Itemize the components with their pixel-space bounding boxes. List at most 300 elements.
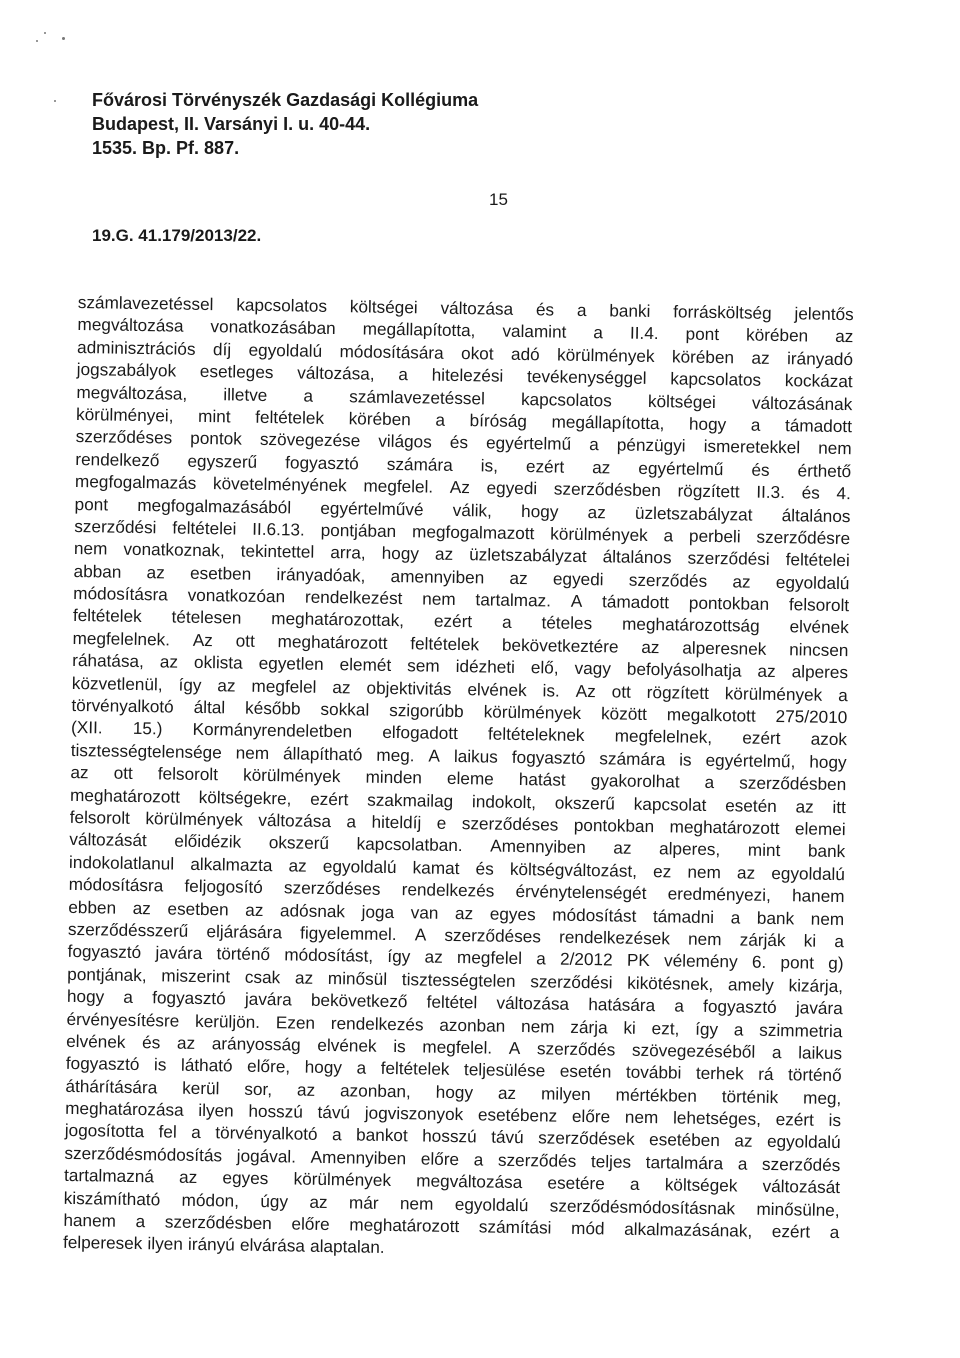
word: a [730, 906, 741, 928]
word: pont [685, 323, 720, 345]
word: előre, [246, 1056, 291, 1077]
word: hogy [809, 751, 847, 772]
word: is, [480, 455, 499, 476]
word: egyoldalú [771, 862, 846, 884]
word: vélemény [663, 950, 738, 972]
word: költségei [647, 390, 716, 412]
word: megállapította, [362, 318, 476, 341]
word: itt [832, 796, 847, 817]
word: tételes [541, 612, 593, 634]
word: mint [197, 405, 231, 427]
word: ott [611, 681, 631, 702]
word: vonatkoznak, [123, 539, 225, 561]
word: is. [542, 679, 560, 701]
word: egyoldalú [322, 855, 397, 877]
word: jogával. [236, 1145, 297, 1167]
word: támadott [601, 591, 670, 613]
word: rögzített [646, 681, 710, 703]
word: érvénytelenségét [515, 881, 647, 904]
word: eredményezi, [667, 883, 771, 906]
word: a [576, 299, 587, 320]
word: minősül [327, 967, 388, 989]
word: változása [496, 992, 570, 1014]
word: módon, [181, 1189, 240, 1211]
word: üzletszabályzat [634, 502, 753, 525]
word: is [828, 1109, 842, 1131]
word: előidézik [174, 830, 242, 853]
word: történő [787, 1064, 842, 1086]
word: sor, [244, 1078, 273, 1099]
word: az [613, 837, 632, 859]
word: II.4. [629, 323, 659, 344]
word: egyértelművé [320, 497, 424, 519]
word: nem [818, 437, 852, 459]
word: rögzített [677, 480, 740, 502]
word: pénzügyi [616, 434, 686, 456]
word: egyoldalú [454, 1193, 529, 1215]
word: változását [762, 1176, 841, 1198]
word: az [509, 567, 528, 588]
word: javára [244, 988, 292, 1010]
word: 15.) [132, 718, 163, 739]
word: perbeli [688, 525, 741, 547]
word: nem [810, 908, 845, 929]
word: A [508, 1037, 521, 1058]
word: rá [758, 1064, 774, 1085]
word: egyes [222, 1167, 269, 1189]
word: Ezen [275, 1011, 316, 1033]
word: költségváltozást, [509, 858, 638, 881]
word: a [435, 409, 446, 430]
word: javára [155, 942, 203, 964]
word: és [535, 299, 555, 320]
word: a [663, 525, 674, 546]
word: bekövetkeztére [501, 634, 619, 657]
word: szigorúbb [389, 699, 464, 722]
word: nem [520, 1015, 555, 1037]
word: pont [780, 952, 815, 973]
word: a [838, 684, 848, 705]
word: azonban, [339, 1079, 411, 1101]
word: és [141, 1031, 161, 1053]
word: hogy [66, 986, 105, 1007]
word: ráhatása, [72, 650, 145, 672]
word: szerződéses [461, 813, 559, 835]
word: szerződésben [739, 772, 847, 795]
word: az [332, 676, 351, 697]
word: nem [235, 742, 270, 763]
word: feltételek [255, 406, 325, 428]
word: adminisztrációs [76, 336, 196, 359]
word: fogyasztó [285, 452, 359, 474]
word: a [135, 1211, 146, 1232]
word: g) [828, 953, 844, 974]
word: hogy [304, 1056, 343, 1078]
word: körülmények [242, 764, 341, 787]
word: azok [810, 728, 848, 750]
word: arra, [330, 542, 366, 563]
word: jogviszonyok [364, 1102, 464, 1125]
word: fogyasztó [511, 746, 586, 768]
word: a [123, 986, 134, 1008]
word: megfogalmazott [411, 521, 535, 544]
word: az [434, 543, 454, 565]
word: Az [449, 476, 471, 498]
court-address-header [92, 88, 478, 160]
word: további [625, 1061, 682, 1083]
word: ezért [742, 727, 781, 749]
word: minősülne, [756, 1198, 840, 1220]
word: a [303, 385, 314, 406]
word: ismeretekkel [703, 436, 801, 458]
word: az [835, 326, 854, 347]
word: pontokban [688, 592, 770, 614]
word: számlavezetéssel [77, 291, 214, 315]
word: tartalmazná [63, 1165, 155, 1187]
word: esetén [725, 794, 777, 816]
word: követelményének [212, 473, 347, 496]
word: jogosította [64, 1120, 145, 1142]
word: az [424, 946, 443, 968]
word: szerződési [74, 515, 157, 538]
word: adó [510, 343, 540, 365]
word: bankot [355, 1124, 408, 1146]
word: módosítására [339, 340, 444, 363]
word: sokkal [320, 698, 370, 720]
word: szerződéses [444, 924, 542, 947]
word: rendelkező [75, 448, 160, 471]
word: az [294, 967, 314, 988]
word: amennyiben [390, 565, 485, 588]
word: megváltozása [77, 314, 184, 337]
word: támadni [652, 905, 715, 927]
word: már [348, 1191, 379, 1213]
word: megfogalmazás [74, 471, 197, 494]
word: módosítást, [284, 944, 374, 967]
word: rendelkezések [558, 926, 671, 949]
word: arányosság [211, 1033, 301, 1055]
word: esetben [189, 562, 252, 584]
word: érvényesítésre [66, 1008, 180, 1031]
word: szerződésben [553, 478, 662, 501]
word: szerződésben [164, 1211, 272, 1234]
word: hiteldíj [371, 811, 422, 833]
word: az [732, 571, 751, 592]
word: hanem [63, 1209, 117, 1231]
word: az [795, 795, 814, 817]
word: (XII. [70, 717, 103, 738]
word: távú [491, 1127, 524, 1148]
court-street-address: Budapest, II. Varsányi I. u. 40-44. [92, 114, 371, 134]
word: nem [399, 1192, 434, 1214]
word: eleme [446, 768, 494, 789]
word: érthető [797, 460, 852, 481]
word: banki [609, 300, 651, 321]
word: egyértelmű [485, 432, 572, 455]
word: módosításra [73, 583, 168, 605]
word: megváltozása, [76, 381, 188, 404]
word: feltételek [380, 1058, 450, 1080]
word: egyedi [486, 477, 538, 499]
word: van [410, 901, 439, 923]
scan-speck [44, 32, 46, 34]
word: az [159, 651, 179, 672]
word: kapcsolatos [520, 388, 612, 410]
word: megfelel. [422, 1036, 493, 1058]
word: esetére [547, 1172, 605, 1194]
word: felsorolt [69, 806, 131, 828]
word: fel [158, 1121, 177, 1143]
word: szerződéses [283, 877, 381, 899]
word: bekövetkező [310, 989, 408, 1012]
word: irányadó [786, 347, 854, 369]
word: a [704, 772, 715, 793]
word: meghatározottak, [271, 608, 405, 631]
word: mód [570, 1217, 605, 1239]
word: így [178, 674, 202, 695]
page-number: 15 [489, 190, 508, 209]
word: az [736, 862, 756, 883]
word: feltételei [785, 549, 850, 571]
word: általános [781, 504, 851, 526]
word: körülményei, [75, 403, 174, 426]
word: történő [216, 943, 271, 965]
word: teljesülése [463, 1059, 546, 1081]
word: szerződés [536, 1038, 616, 1060]
word: pont [74, 493, 109, 515]
word: irányadóak, [276, 563, 366, 586]
word: indokolatlanul [68, 851, 175, 874]
word: is [679, 749, 692, 770]
word: változása [258, 809, 332, 832]
word: bank [807, 840, 846, 862]
word: lehetséges, [672, 1107, 762, 1129]
word: által [193, 696, 226, 718]
word: elvének [467, 678, 527, 700]
word: vonatkozóan [187, 584, 286, 607]
word: Amennyiben [490, 835, 586, 858]
word: II.3. [756, 481, 786, 503]
word: távú [317, 1101, 351, 1123]
word: objektivitás [366, 677, 452, 699]
word: körében [348, 408, 411, 430]
word: javára [795, 997, 843, 1019]
word: változásának [751, 392, 853, 414]
word: egyértelmű, [705, 749, 796, 772]
word: nem [687, 928, 722, 950]
word: egyoldalú [248, 339, 323, 361]
word: fogyasztó [702, 996, 777, 1018]
word: megállapította, [551, 411, 665, 434]
word: gyakorolhat [590, 770, 680, 792]
word: elvének [317, 1034, 377, 1056]
word: és [751, 459, 770, 480]
word: is [153, 1054, 167, 1075]
word: így [387, 946, 411, 967]
word: támadott [784, 415, 853, 437]
word: eljárására [206, 921, 283, 943]
word: a [593, 322, 604, 343]
word: ebben [68, 896, 117, 918]
word: PK [626, 950, 650, 971]
word: kapcsolatos [236, 294, 328, 316]
word: miszerint [161, 965, 231, 987]
word: joga [361, 901, 395, 922]
word: az [178, 1166, 198, 1188]
word: befolyásolhatja [626, 658, 742, 681]
word: rendelkezés [401, 879, 495, 901]
word: alaptalan. [309, 1236, 385, 1258]
word: az [146, 561, 165, 583]
word: A [570, 590, 583, 612]
word: ilyen [198, 1100, 234, 1121]
word: a [356, 1057, 367, 1078]
word: hogy [435, 1081, 474, 1102]
word: díj [212, 338, 232, 360]
word: megfelel [251, 675, 317, 697]
word: okot [460, 342, 494, 364]
word: ki [803, 930, 817, 951]
word: kizárja, [788, 974, 844, 996]
word: hanem [791, 885, 845, 907]
word: jelentős [794, 303, 854, 325]
word: úgy [260, 1190, 289, 1212]
word: ez [652, 860, 672, 882]
word: megfelelnek. [72, 627, 171, 650]
word: az [309, 1191, 328, 1212]
word: feltételeknek [487, 723, 585, 746]
word: pontok [190, 428, 243, 449]
word: alkalmazta [190, 853, 273, 875]
word: A [414, 924, 427, 945]
word: hogy [520, 500, 559, 522]
word: a [629, 1174, 640, 1195]
word: a [331, 1124, 342, 1145]
word: kerül [182, 1077, 220, 1098]
word: elemei [794, 818, 846, 840]
word: egyszerű [187, 450, 258, 472]
word: alperesnek [682, 637, 767, 659]
word: felsorolt [157, 763, 219, 785]
word: rendelkezést [304, 586, 403, 609]
word: laikus [453, 745, 499, 767]
word: körülmények [145, 808, 244, 830]
word: meg. [376, 744, 415, 766]
word: forrásköltség [673, 301, 772, 323]
word: figyelemmel. [299, 922, 397, 945]
word: felperesek [62, 1232, 143, 1254]
word: fogyasztó [65, 1053, 140, 1075]
word: szerződés [761, 1153, 841, 1175]
word: 2/2012 [559, 948, 613, 970]
word: az [70, 762, 89, 783]
body-text [63, 291, 854, 1266]
word: általános [602, 546, 672, 568]
word: kerüljön. [194, 1010, 261, 1032]
word: hosszú [248, 1100, 304, 1122]
word: később [244, 697, 301, 719]
word: nem [687, 861, 722, 882]
word: kapcsolatos [670, 368, 762, 390]
word: 4. [836, 483, 851, 504]
word: hitelezési [431, 364, 504, 386]
court-postal-address: 1535. Bp. Pf. 887. [92, 138, 240, 158]
word: kapcsolat [633, 793, 707, 815]
word: sem [407, 655, 440, 676]
word: világos [378, 431, 432, 452]
word: feltételek [410, 633, 480, 655]
word: számára [599, 748, 666, 770]
word: tartalmaz. [475, 589, 552, 611]
word: ezért [771, 1221, 811, 1242]
word: a [501, 612, 512, 633]
word: előre [571, 1105, 611, 1127]
word: egyetlen [258, 653, 324, 675]
word: hogy [688, 413, 727, 435]
word: történik [721, 1085, 779, 1107]
word: meghatározott [349, 1214, 460, 1237]
word: a [829, 1221, 840, 1243]
word: számítási [478, 1216, 552, 1238]
word: 6. [751, 951, 767, 973]
word: Az [192, 629, 214, 651]
word: kamat [412, 857, 460, 878]
word: a [473, 1149, 484, 1170]
scan-speck [54, 100, 56, 102]
word: ott [113, 762, 133, 784]
word: az [592, 456, 611, 478]
word: költségek [664, 1174, 738, 1196]
word: szerződési [530, 970, 613, 993]
case-number: 19.G. 41.179/2013/22. [92, 226, 262, 245]
word: feljogosító [184, 875, 263, 898]
word: az [288, 855, 307, 876]
word: nem [422, 588, 456, 610]
word: a [191, 1122, 201, 1143]
word: megfelelnek, [614, 725, 713, 748]
word: bank [756, 907, 795, 928]
word: Az [575, 680, 596, 701]
word: illetve [223, 383, 268, 405]
word: bíróság [469, 410, 528, 432]
word: üzletszabályzat [469, 544, 587, 567]
word: közvetlenül, [71, 672, 163, 695]
word: a [750, 414, 761, 435]
word: és [475, 858, 494, 879]
word: is [393, 1035, 406, 1057]
word: hatást [518, 769, 566, 790]
word: zárják [739, 929, 786, 951]
word: tisztességtelensége [70, 739, 222, 763]
word: előre [291, 1213, 330, 1235]
word: szerződésszerű [67, 918, 189, 941]
word: mértékben [615, 1084, 698, 1106]
word: az [587, 501, 606, 522]
word: amely [727, 974, 775, 995]
word: előre [420, 1148, 460, 1169]
word: megalkotott [666, 704, 756, 726]
word: az [497, 1082, 517, 1103]
word: megfogalmazásából [137, 494, 292, 517]
word: számlavezetéssel [349, 385, 486, 408]
word: okszerű [268, 832, 330, 854]
word: az [245, 899, 264, 920]
word: változása [440, 297, 514, 319]
word: teljes [590, 1151, 632, 1172]
word: Amennyiben [310, 1146, 407, 1169]
word: esetben [167, 898, 229, 919]
word: ezért [525, 455, 565, 477]
